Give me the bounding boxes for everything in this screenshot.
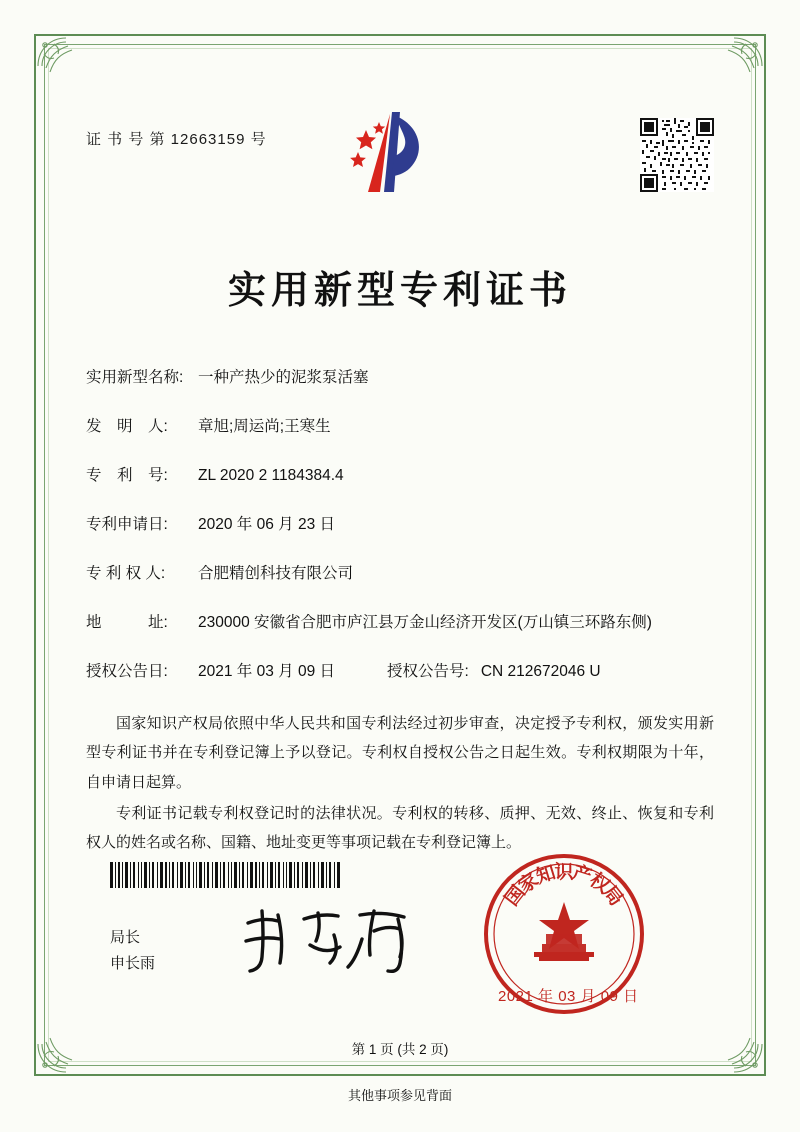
legal-paragraph-2: 专利证书记载专利权登记时的法律状况。专利权的转移、质押、无效、终止、恢复和专利权人的姓名或名称、国籍、地址变更等事项记载在专利登记簿上。 — [86, 805, 714, 852]
field-value: ZL 2020 2 1184384.4 — [198, 467, 344, 485]
barcode — [110, 862, 340, 888]
svg-text:家: 家 — [514, 869, 543, 898]
field-utility-model-name — [86, 366, 714, 390]
legal-text — [86, 710, 714, 858]
field-label: 地 址: — [86, 614, 168, 632]
field-application-date — [86, 513, 714, 537]
corner-ornament-icon — [700, 36, 764, 100]
svg-text:国: 国 — [501, 882, 530, 911]
field-inventors — [86, 415, 714, 439]
field-label: 发 明 人: — [86, 418, 168, 436]
page-number: 第 1 页 (共 2 页) — [351, 1042, 449, 1057]
seal-date: 2021 年 03 月 09 日 — [498, 988, 639, 1005]
field-label: 专利申请日: — [86, 516, 168, 534]
certificate-number: 证 书 号 第 12663159 号 — [86, 131, 267, 148]
page-title: 实用新型专利证书 — [227, 270, 572, 312]
director-name: 申长雨 — [110, 955, 156, 973]
fields-list — [86, 366, 714, 684]
director-handwritten-signature-icon — [238, 905, 428, 977]
director-label: 局长 — [110, 929, 141, 946]
svg-text:局: 局 — [598, 882, 627, 911]
field-label-grant-date: 授权公告日: — [86, 663, 168, 681]
field-label: 实用新型名称: — [86, 369, 184, 386]
legal-paragraph-1: 国家知识产权局依照中华人民共和国专利法经过初步审查，决定授予专利权，颁发实用新型专利证书并在专利登记簿上予以登记。专利权自授权公告之日起生效。专利权期限为十年，自申请日起算。 — [86, 716, 714, 791]
field-label: 专 利 号: — [86, 467, 168, 485]
field-label-grant-number: 授权公告号: — [387, 663, 469, 681]
svg-text:权: 权 — [585, 869, 614, 898]
field-label: 专 利 权 人: — [86, 565, 166, 583]
svg-text:识: 识 — [554, 862, 574, 883]
corner-ornament-icon — [36, 36, 100, 100]
field-value-grant-date: 2021 年 03 月 09 日 — [198, 663, 335, 681]
director-signature-block — [110, 925, 155, 978]
svg-text:产: 产 — [569, 862, 595, 889]
footer-note: 其他事项参见背面 — [347, 1088, 452, 1103]
field-grant-announcement — [86, 660, 714, 684]
field-patentee — [86, 562, 714, 586]
svg-text:知: 知 — [533, 862, 559, 889]
field-value: 合肥精创科技有限公司 — [198, 565, 354, 583]
field-address — [86, 611, 714, 635]
field-value: 章旭;周运尚;王寒生 — [198, 418, 331, 436]
field-value: 2020 年 06 月 23 日 — [198, 516, 335, 534]
field-patent-number — [86, 464, 714, 488]
field-value-grant-number: CN 212672046 U — [480, 663, 601, 681]
field-value: 230000 安徽省合肥市庐江县万金山经济开发区(万山镇三环路东侧) — [198, 614, 652, 632]
field-value: 一种产热少的泥浆泵活塞 — [198, 369, 369, 386]
certificate-content — [86, 110, 714, 860]
